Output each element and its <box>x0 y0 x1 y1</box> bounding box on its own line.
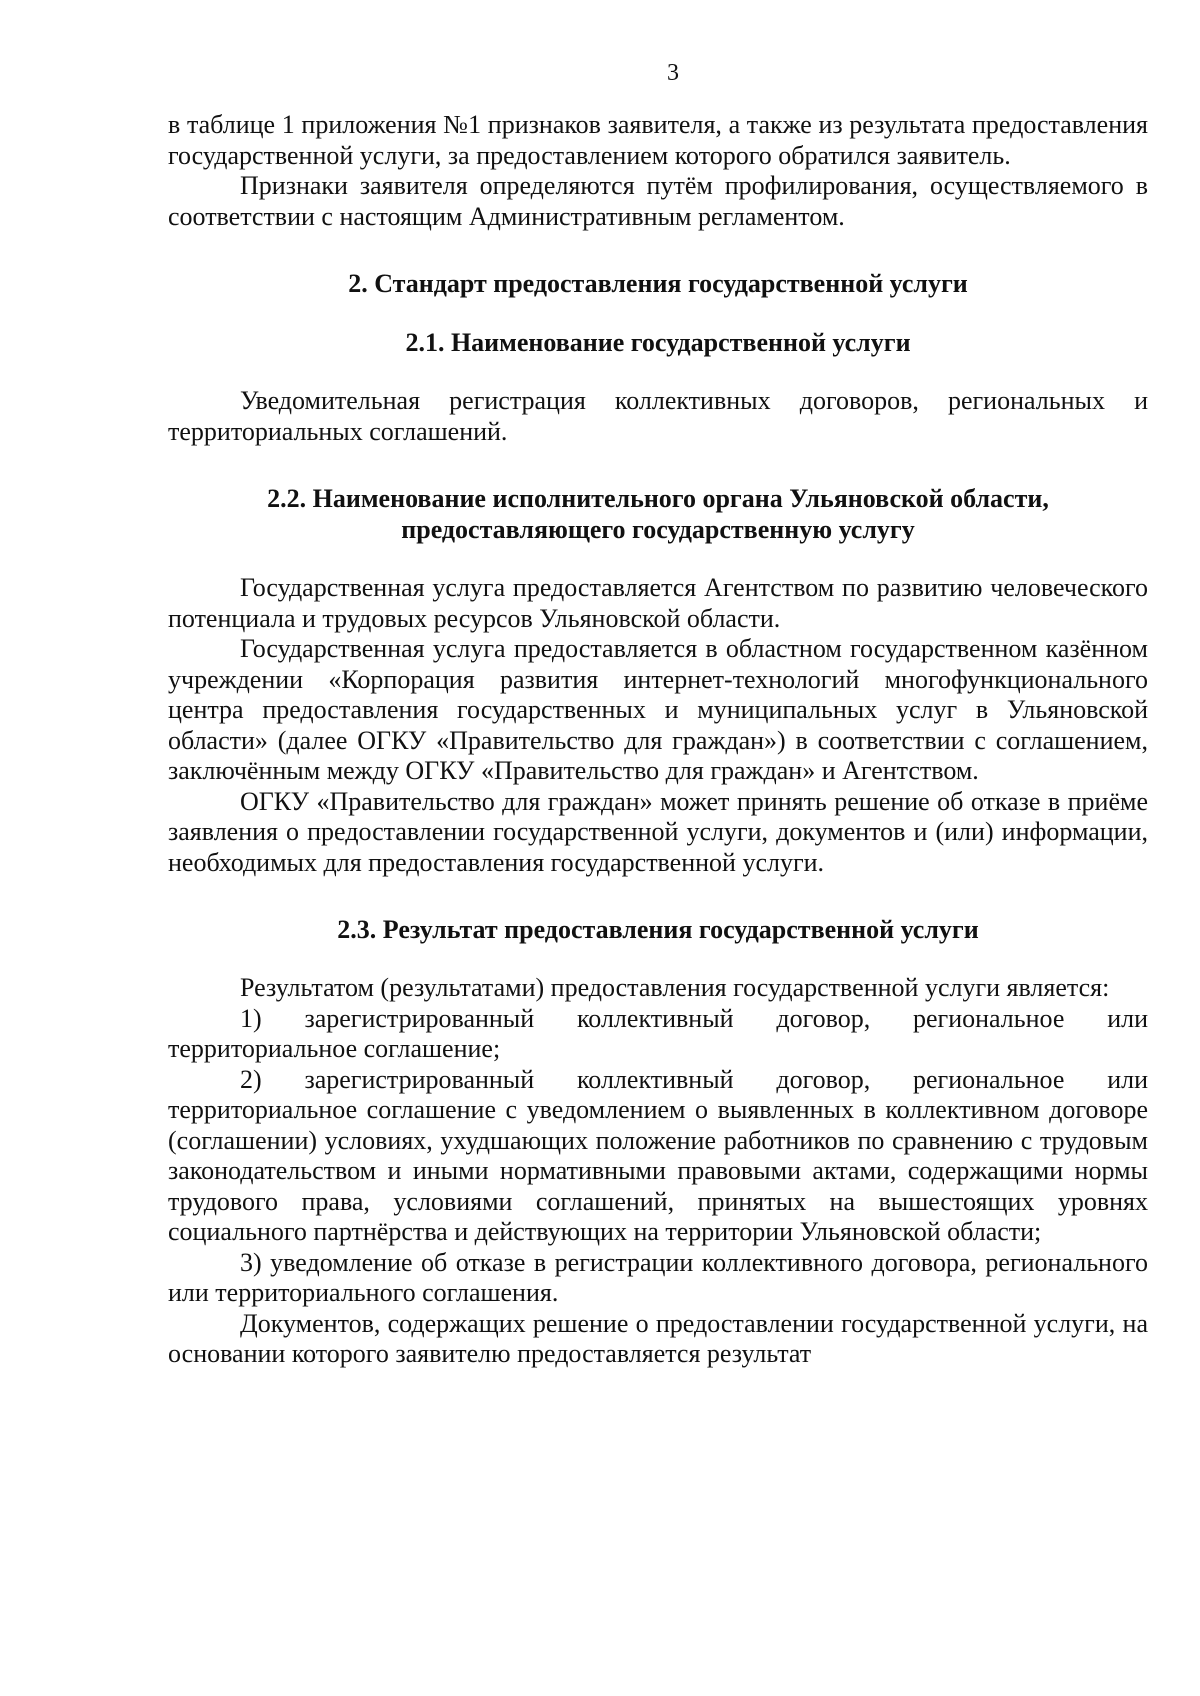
section-2-3-paragraph-1: Результатом (результатами) предоставления государственной услуги является: <box>240 973 1110 1002</box>
intro-paragraph-1: в таблице 1 приложения №1 признаков заявителя, а также из результата предоставления государственной услуги, за предоставлением которого обратился заявитель. <box>168 110 1148 170</box>
section-2-1-paragraph-1: Уведомительная регистрация коллективных договоров, региональных и территориальных соглашений. <box>168 386 1148 446</box>
intro-paragraph-2: Признаки заявителя определяются путём профилирования, осуществляемого в соответствии с настоящим Административным регламентом. <box>168 171 1148 231</box>
result-list-item-2: 2) зарегистрированный коллективный договор, региональное или территориальное соглашение с уведомлением о выявленных в коллективном договоре (соглашении) условиях, ухудшающих положение работников по сравнению с трудовым законодательством и иными нормативными правовыми актами, содержащими нормы трудового права, условиями соглашений, принятых на вышестоящих уровнях социального партнёрства и действующих на территории Ульяновской области; <box>168 1064 1148 1246</box>
result-list-item-1: 1) зарегистрированный коллективный договор, региональное или территориальное соглашение; <box>168 1003 1148 1063</box>
section-2-2-heading-line-2: предоставляющего государственную услугу <box>401 515 915 544</box>
section-2-2-paragraph-3: ОГКУ «Правительство для граждан» может принять решение об отказе в приёме заявления о предоставлении государственной услуги, документов и (или) информации, необходимых для предоставления государственной услуги. <box>168 786 1148 877</box>
section-2-heading: 2. Стандарт предоставления государственной услуги <box>348 269 968 298</box>
result-list-item-3: 3) уведомление об отказе в регистрации коллективного договора, регионального или территориального соглашения. <box>168 1247 1148 1307</box>
section-2-2-paragraph-2: Государственная услуга предоставляется в областном государственном казённом учреждении «Корпорация развития интернет-технологий многофункционального центра предоставления государственных и муниципальных услуг в Ульяновской области» (далее ОГКУ «Правительство для граждан») в соответствии с соглашением, заключённым между ОГКУ «Правительство для граждан» и Агентством. <box>168 634 1148 785</box>
section-2-2-heading-line-1: 2.2. Наименование исполнительного органа Ульяновской области, <box>267 484 1049 513</box>
section-2-3-paragraph-2: Документов, содержащих решение о предоставлении государственной услуги, на основании которого заявителю предоставляется результат <box>168 1308 1148 1368</box>
section-2-1-heading: 2.1. Наименование государственной услуги <box>405 328 911 357</box>
document-page <box>168 58 1148 1370</box>
section-2-3-heading: 2.3. Результат предоставления государственной услуги <box>337 915 979 944</box>
section-2-2-paragraph-1: Государственная услуга предоставляется Агентством по развитию человеческого потенциала и трудовых ресурсов Ульяновской области. <box>168 573 1148 633</box>
page-number: 3 <box>667 60 679 86</box>
